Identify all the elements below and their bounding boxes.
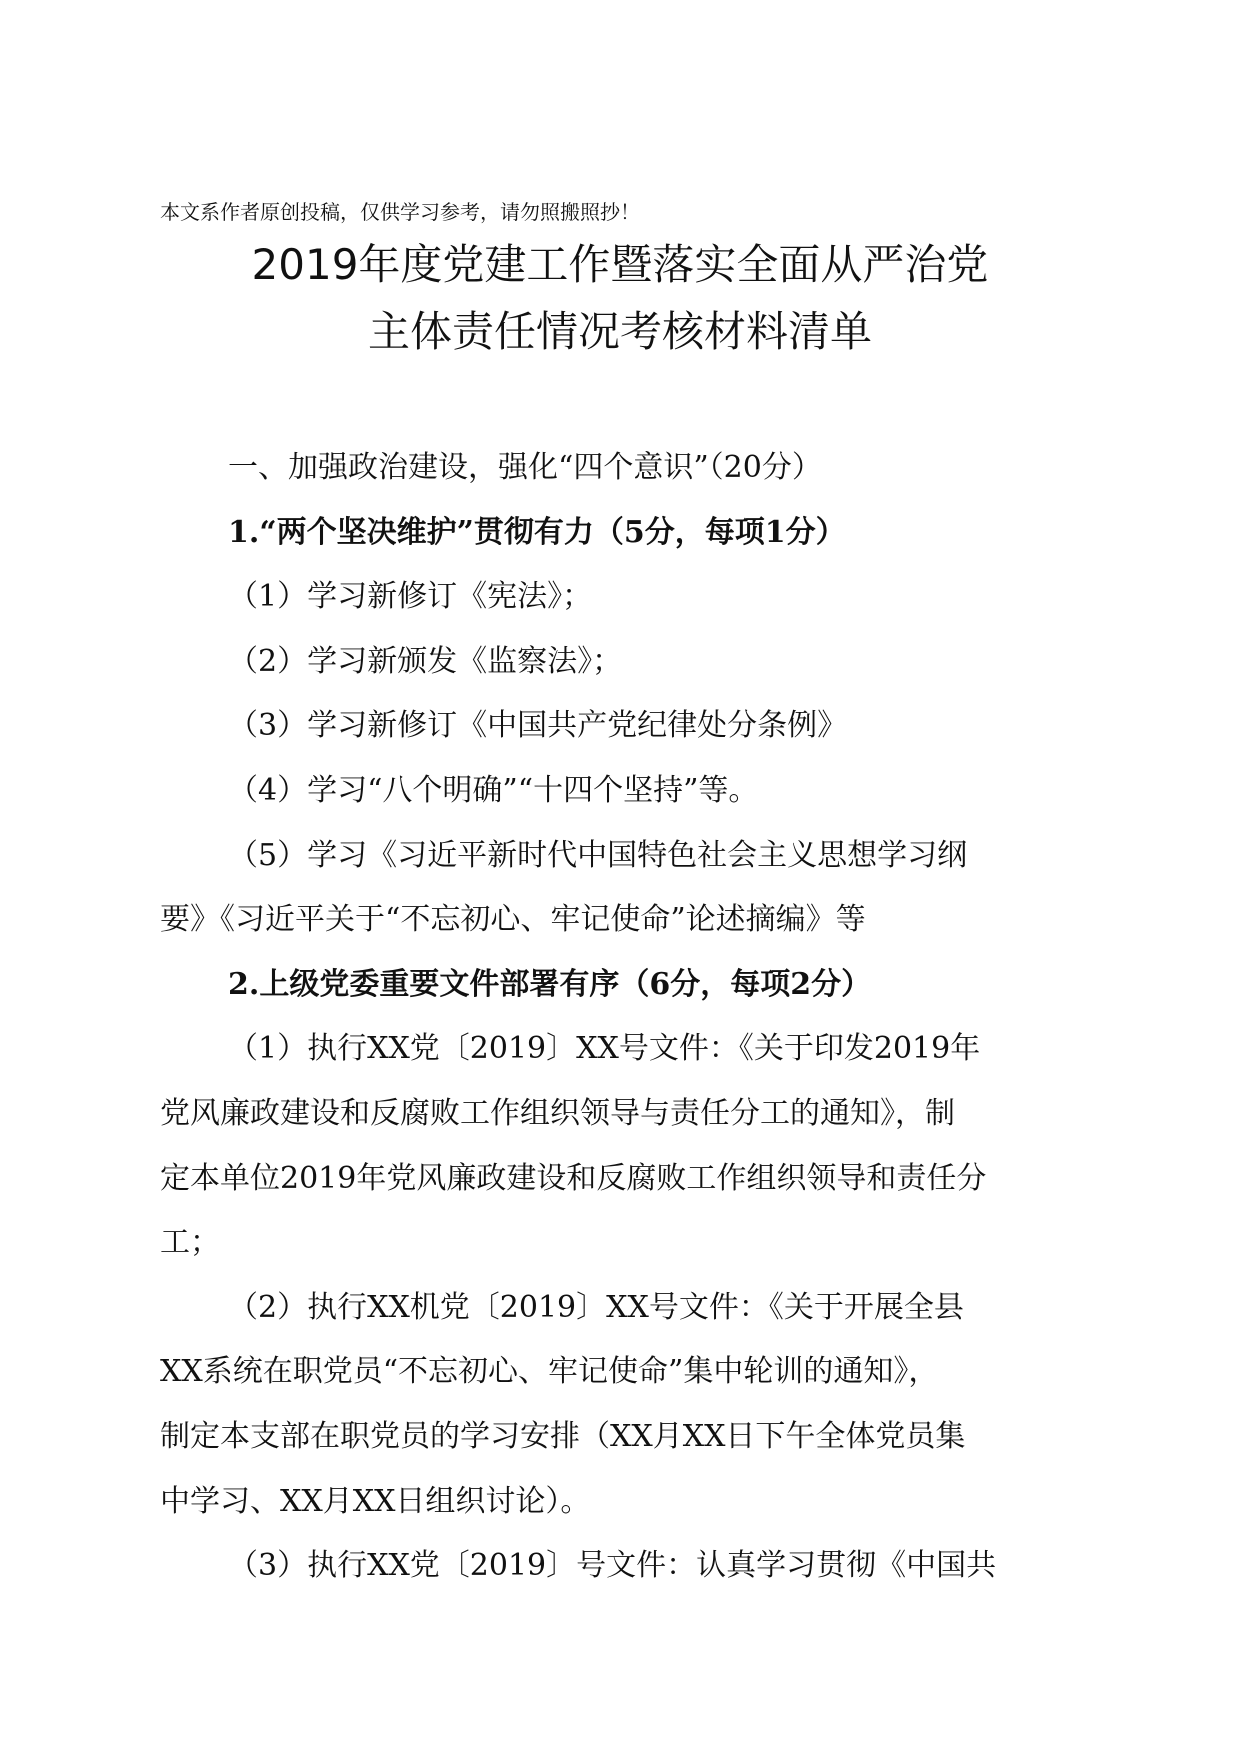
document-title-line-2: 主体责任情况考核材料清单 — [367, 307, 872, 356]
subsection-heading: 1.“两个坚决维护”贯彻有力（5分，每项1分） — [228, 514, 846, 550]
list-item: （4）学习“八个明确”“十四个坚持”等。 — [228, 772, 759, 808]
list-item: （5）学习《习近平新时代中国特色社会主义思想学习纲 — [228, 837, 968, 873]
list-item-continuation: 中学习、XX月XX日组织讨论）。 — [160, 1483, 591, 1519]
list-item: （3）学习新修订《中国共产党纪律处分条例》 — [228, 708, 848, 744]
list-item: （2）执行XX机党〔2019〕XX号文件：《关于开展全县 — [228, 1289, 964, 1325]
list-item-continuation: XX系统在职党员“不忘初心、牢记使命”集中轮训的通知》， — [160, 1354, 939, 1390]
subsection-heading: 2.上级党委重要文件部署有序（6分，每项2分） — [228, 966, 872, 1002]
list-item-continuation: 制定本支部在职党员的学习安排（XX月XX日下午全体党员集 — [160, 1418, 966, 1454]
list-item: （2）学习新颁发《监察法》； — [228, 643, 623, 679]
section-heading: 一、加强政治建设，强化“四个意识”（20分） — [228, 450, 822, 485]
list-item: （1）执行XX党〔2019〕XX号文件：《关于印发2019年 — [228, 1031, 981, 1067]
list-item-continuation: 要》《习近平关于“不忘初心、牢记使命”论述摘编》等 — [160, 902, 866, 938]
list-item-continuation: 党风廉政建设和反腐败工作组织领导与责任分工的通知》，制 — [160, 1095, 955, 1131]
copyright-notice: 本文系作者原创投稿，仅供学习参考，请勿照搬照抄！ — [160, 200, 640, 224]
list-item: （1）学习新修订《宪法》； — [228, 579, 593, 615]
list-item-continuation: 定本单位2019年党风廉政建设和反腐败工作组织领导和责任分 — [160, 1160, 987, 1196]
list-item-continuation: 工； — [160, 1225, 220, 1261]
document-title-line-1: 2019年度党建工作暨落实全面从严治党 — [251, 240, 989, 289]
list-item: （3）执行XX党〔2019〕号文件：认真学习贯彻《中国共 — [228, 1548, 997, 1584]
document-body — [160, 436, 1090, 1599]
